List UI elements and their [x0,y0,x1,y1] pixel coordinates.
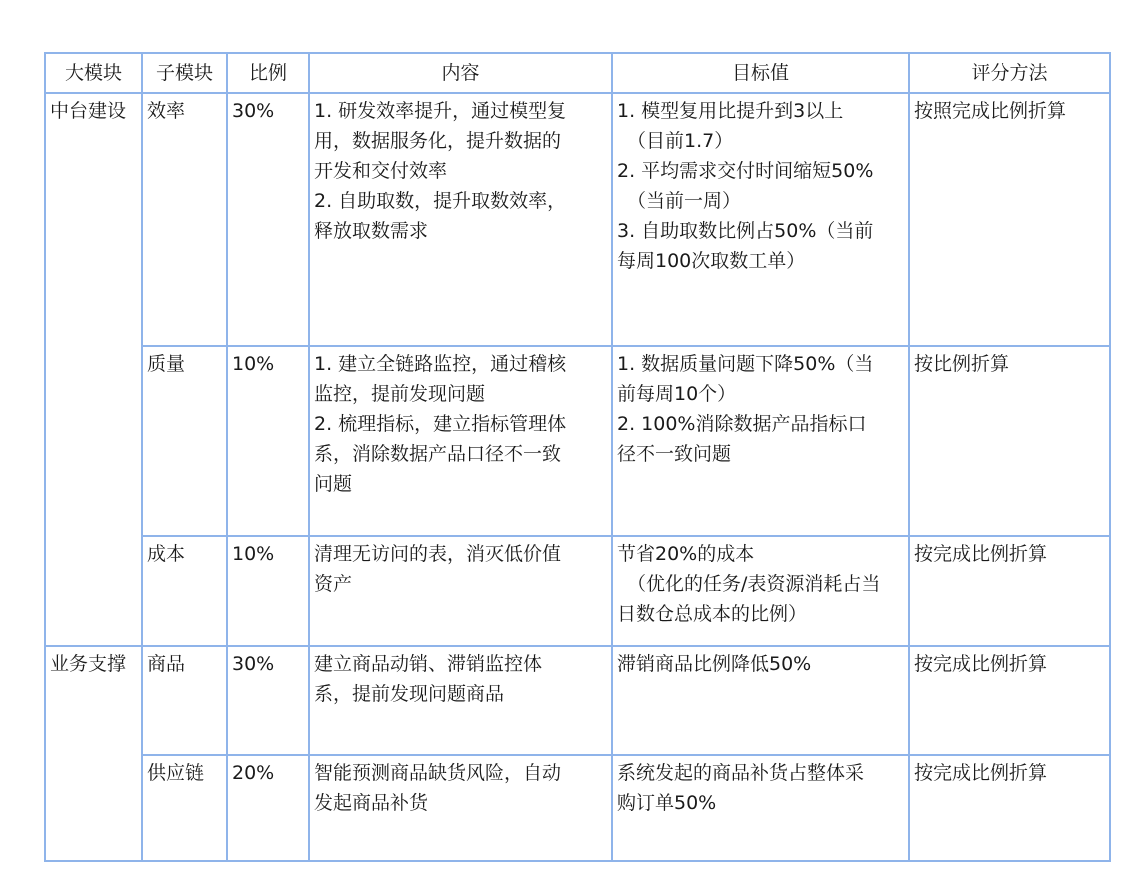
content-line: 系，提前发现问题商品 [314,683,505,705]
content-cell [309,346,612,536]
target-line: （当前一周） [627,190,742,212]
header-content: 内容 [309,53,612,93]
table-row [45,536,1110,646]
target-line: 1. 数据质量问题下降50%（当 [617,353,874,375]
header-method: 评分方法 [909,53,1110,93]
target-line: （优化的任务/表资源消耗占当 [627,573,881,595]
content-cell [309,93,612,346]
kpi-table [44,52,1111,862]
target-line: 2. 平均需求交付时间缩短50% [617,160,874,182]
content-line: 发起商品补货 [314,792,429,814]
target-line: 购订单50% [617,792,717,814]
target-cell [612,755,909,861]
content-line: 开发和交付效率 [314,160,448,182]
content-line: 智能预测商品缺货风险，自动 [314,762,562,784]
ratio-cell: 10% [227,346,309,536]
table-row [45,755,1110,861]
content-line: 2. 梳理指标，建立指标管理体 [314,413,567,435]
target-line: （目前1.7） [627,130,734,152]
content-line: 1. 建立全链路监控，通过稽核 [314,353,567,375]
method-cell: 按比例折算 [909,346,1110,536]
content-cell [309,755,612,861]
content-line: 1. 研发效率提升，通过模型复 [314,100,567,122]
content-line: 监控，提前发现问题 [314,383,486,405]
method-cell: 按完成比例折算 [909,755,1110,861]
target-line: 每周100次取数工单） [617,250,806,272]
ratio-cell: 30% [227,93,309,346]
target-line: 日数仓总成本的比例） [617,603,808,625]
target-cell [612,646,909,755]
sub-module-cell: 成本 [142,536,227,646]
group-cell: 中台建设 [45,93,142,646]
target-line: 滞销商品比例降低50% [617,653,812,675]
target-cell [612,346,909,536]
content-cell [309,536,612,646]
group-cell: 业务支撑 [45,646,142,861]
ratio-cell: 10% [227,536,309,646]
content-line: 释放取数需求 [314,220,429,242]
content-line: 用，数据服务化，提升数据的 [314,130,562,152]
method-cell: 按完成比例折算 [909,536,1110,646]
method-cell: 按完成比例折算 [909,646,1110,755]
header-row [45,53,1110,93]
sub-module-cell: 商品 [142,646,227,755]
table-row [45,646,1110,755]
header-target: 目标值 [612,53,909,93]
method-cell: 按照完成比例折算 [909,93,1110,346]
target-line: 径不一致问题 [617,443,732,465]
content-line: 清理无访问的表，消灭低价值 [314,543,562,565]
table-row [45,346,1110,536]
header-sub-module: 子模块 [142,53,227,93]
sub-module-cell: 效率 [142,93,227,346]
content-line: 2. 自助取数，提升取数效率， [314,190,567,212]
ratio-cell: 30% [227,646,309,755]
content-line: 资产 [314,573,353,595]
target-line: 系统发起的商品补货占整体采 [617,762,865,784]
header-ratio: 比例 [227,53,309,93]
header-major-module: 大模块 [45,53,142,93]
target-line: 1. 模型复用比提升到3以上 [617,100,844,122]
target-cell [612,536,909,646]
content-line: 建立商品动销、滞销监控体 [314,653,543,675]
content-line: 问题 [314,473,353,495]
target-line: 节省20%的成本 [617,543,755,565]
target-line: 2. 100%消除数据产品指标口 [617,413,867,435]
table-row [45,93,1110,346]
sub-module-cell: 供应链 [142,755,227,861]
content-line: 系，消除数据产品口径不一致 [314,443,562,465]
ratio-cell: 20% [227,755,309,861]
target-line: 3. 自助取数比例占50%（当前 [617,220,874,242]
content-cell [309,646,612,755]
target-cell [612,93,909,346]
target-line: 前每周10个） [617,383,737,405]
sub-module-cell: 质量 [142,346,227,536]
